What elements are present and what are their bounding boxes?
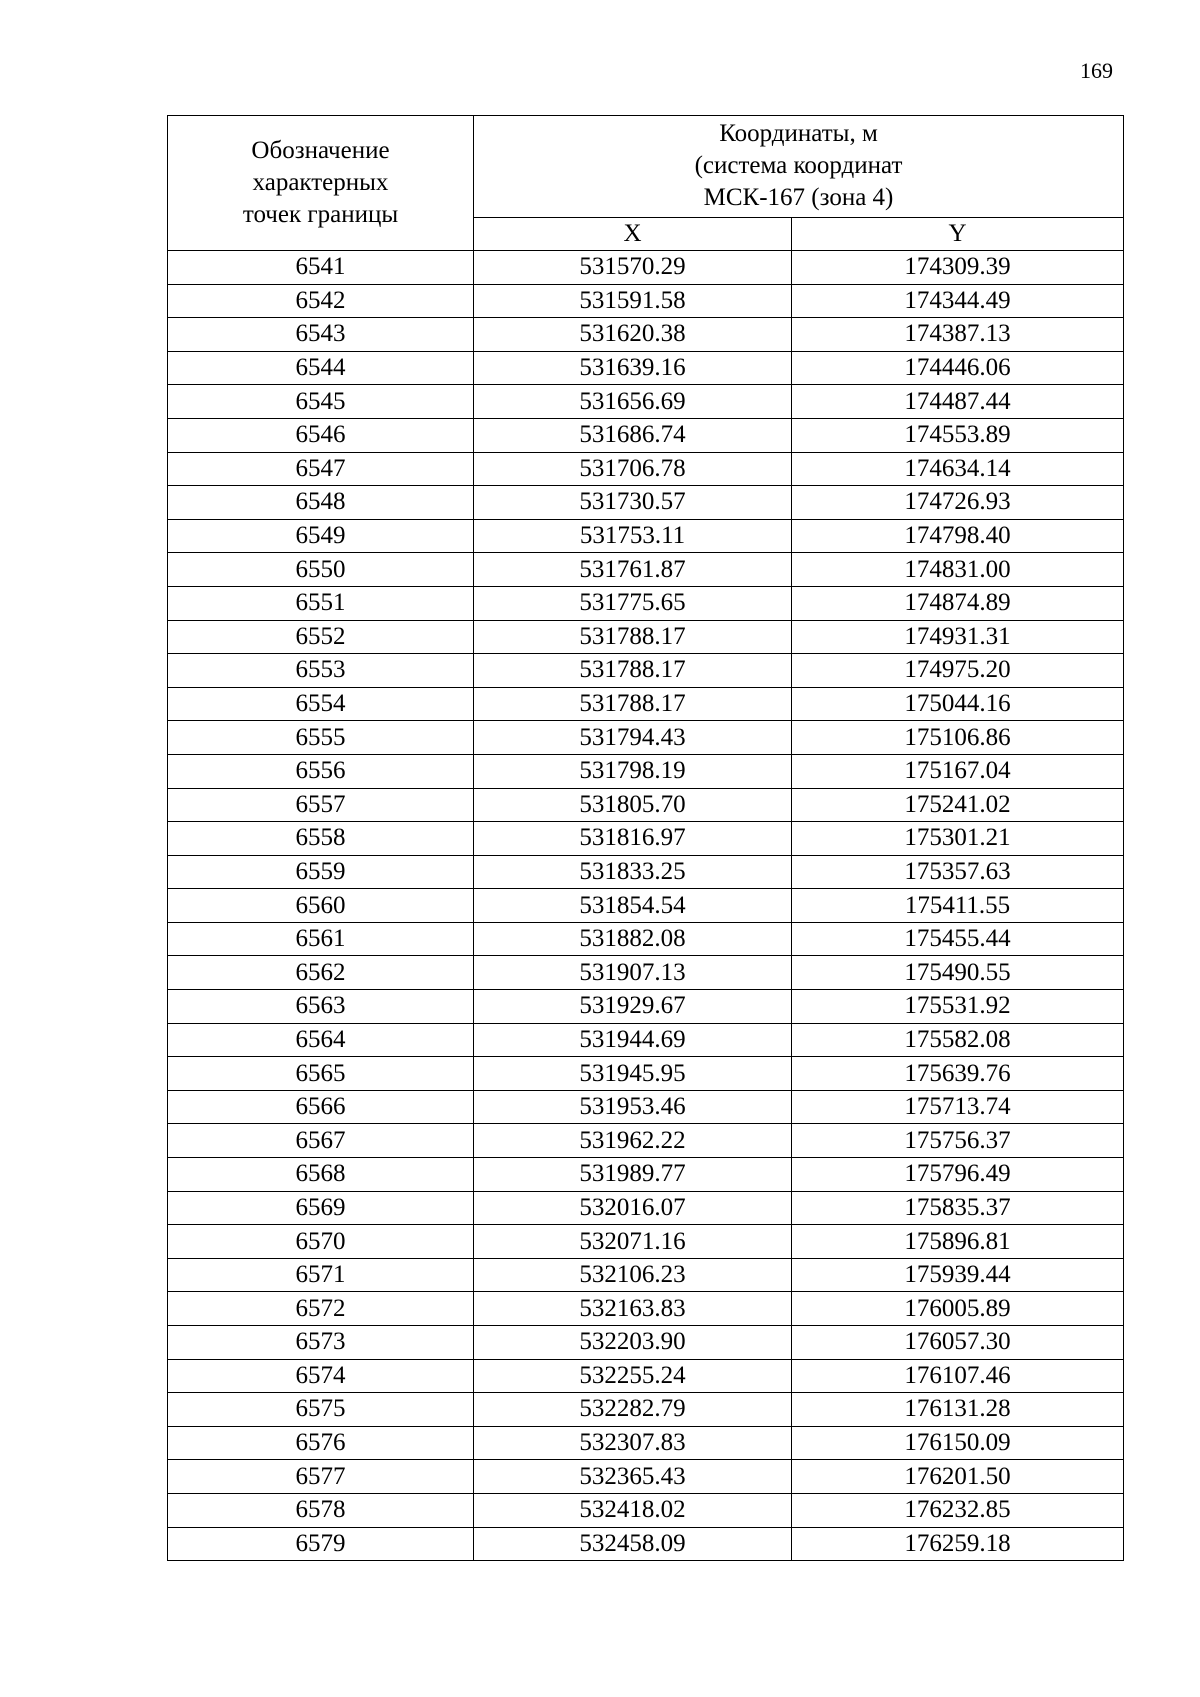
point-id-cell: 6546 [168, 418, 474, 452]
y-coordinate-cell: 174487.44 [792, 385, 1124, 419]
y-coordinate-cell: 174634.14 [792, 452, 1124, 486]
x-coordinate-cell: 531989.77 [474, 1158, 792, 1192]
point-id-cell: 6554 [168, 687, 474, 721]
table-row [168, 251, 1124, 285]
table-row [168, 889, 1124, 923]
x-coordinate-cell: 531907.13 [474, 956, 792, 990]
table-row [168, 1057, 1124, 1091]
table-row [168, 1191, 1124, 1225]
x-coordinate-cell: 532458.09 [474, 1527, 792, 1561]
y-coordinate-cell: 175241.02 [792, 788, 1124, 822]
point-id-cell: 6578 [168, 1493, 474, 1527]
point-id-cell: 6552 [168, 620, 474, 654]
point-id-cell: 6550 [168, 553, 474, 587]
point-id-cell: 6574 [168, 1359, 474, 1393]
point-id-cell: 6576 [168, 1426, 474, 1460]
x-column-header: X [474, 217, 792, 251]
y-coordinate-cell: 175106.86 [792, 721, 1124, 755]
point-header-line-3: точек границы [242, 201, 399, 228]
table-row [168, 1090, 1124, 1124]
coords-header-line-1: Координаты, м [719, 120, 878, 148]
y-coordinate-cell: 174446.06 [792, 351, 1124, 385]
page-number: 169 [1080, 58, 1113, 83]
x-coordinate-cell: 531788.17 [474, 654, 792, 688]
table-row [168, 1292, 1124, 1326]
x-coordinate-cell: 532418.02 [474, 1493, 792, 1527]
y-coordinate-cell: 175756.37 [792, 1124, 1124, 1158]
point-id-cell: 6571 [168, 1258, 474, 1292]
point-id-cell: 6572 [168, 1292, 474, 1326]
table-row [168, 351, 1124, 385]
point-id-cell: 6577 [168, 1460, 474, 1494]
y-coordinate-cell: 175455.44 [792, 922, 1124, 956]
x-coordinate-cell: 532365.43 [474, 1460, 792, 1494]
y-coordinate-cell: 176107.46 [792, 1359, 1124, 1393]
point-id-cell: 6562 [168, 956, 474, 990]
point-id-cell: 6569 [168, 1191, 474, 1225]
y-coordinate-cell: 176005.89 [792, 1292, 1124, 1326]
y-coordinate-cell: 175490.55 [792, 956, 1124, 990]
x-coordinate-cell: 531639.16 [474, 351, 792, 385]
y-coordinate-cell: 175531.92 [792, 990, 1124, 1024]
table-row [168, 1124, 1124, 1158]
table-row [168, 284, 1124, 318]
point-id-cell: 6558 [168, 822, 474, 856]
table-row [168, 721, 1124, 755]
coordinates-table [167, 115, 1124, 1561]
x-coordinate-cell: 532203.90 [474, 1326, 792, 1360]
table-row [168, 1326, 1124, 1360]
point-id-cell: 6564 [168, 1023, 474, 1057]
y-coordinate-cell: 174309.39 [792, 251, 1124, 285]
table-row [168, 385, 1124, 419]
coords-header-line-3: МСК-167 (зона 4) [703, 184, 894, 212]
table-row [168, 788, 1124, 822]
y-coordinate-cell: 176232.85 [792, 1493, 1124, 1527]
point-id-cell: 6560 [168, 889, 474, 923]
table-row [168, 754, 1124, 788]
x-coordinate-cell: 531570.29 [474, 251, 792, 285]
table-header [168, 116, 1124, 251]
table-row [168, 486, 1124, 520]
y-coordinate-cell: 175582.08 [792, 1023, 1124, 1057]
y-coordinate-cell: 175939.44 [792, 1258, 1124, 1292]
point-header-line-1: Обозначение [251, 137, 390, 164]
y-coordinate-cell: 174344.49 [792, 284, 1124, 318]
x-coordinate-cell: 531656.69 [474, 385, 792, 419]
y-coordinate-cell: 175835.37 [792, 1191, 1124, 1225]
point-id-cell: 6542 [168, 284, 474, 318]
x-coordinate-cell: 532163.83 [474, 1292, 792, 1326]
y-coordinate-cell: 175044.16 [792, 687, 1124, 721]
table-body [168, 251, 1124, 1561]
point-id-cell: 6541 [168, 251, 474, 285]
x-coordinate-cell: 531962.22 [474, 1124, 792, 1158]
point-column-header [168, 116, 474, 251]
x-coordinate-cell: 531833.25 [474, 855, 792, 889]
coordinates-group-header [474, 116, 1124, 218]
point-id-cell: 6561 [168, 922, 474, 956]
y-coordinate-cell: 175411.55 [792, 889, 1124, 923]
point-id-cell: 6567 [168, 1124, 474, 1158]
y-coordinate-cell: 175167.04 [792, 754, 1124, 788]
x-coordinate-cell: 531761.87 [474, 553, 792, 587]
table-row [168, 1460, 1124, 1494]
x-coordinate-cell: 531944.69 [474, 1023, 792, 1057]
table-row [168, 654, 1124, 688]
point-id-cell: 6544 [168, 351, 474, 385]
table-row [168, 586, 1124, 620]
x-coordinate-cell: 531854.54 [474, 889, 792, 923]
y-coordinate-cell: 174975.20 [792, 654, 1124, 688]
point-id-cell: 6565 [168, 1057, 474, 1091]
point-id-cell: 6547 [168, 452, 474, 486]
table-row [168, 1493, 1124, 1527]
point-id-cell: 6549 [168, 519, 474, 553]
x-coordinate-cell: 531591.58 [474, 284, 792, 318]
table-row [168, 1393, 1124, 1427]
point-id-cell: 6551 [168, 586, 474, 620]
x-coordinate-cell: 532282.79 [474, 1393, 792, 1427]
point-id-cell: 6579 [168, 1527, 474, 1561]
x-coordinate-cell: 531929.67 [474, 990, 792, 1024]
x-coordinate-cell: 531945.95 [474, 1057, 792, 1091]
point-id-cell: 6573 [168, 1326, 474, 1360]
point-id-cell: 6545 [168, 385, 474, 419]
x-coordinate-cell: 531686.74 [474, 418, 792, 452]
point-id-cell: 6543 [168, 318, 474, 352]
x-coordinate-cell: 531753.11 [474, 519, 792, 553]
y-coordinate-cell: 176150.09 [792, 1426, 1124, 1460]
y-coordinate-cell: 174798.40 [792, 519, 1124, 553]
table-row [168, 318, 1124, 352]
y-coordinate-cell: 174931.31 [792, 620, 1124, 654]
point-id-cell: 6557 [168, 788, 474, 822]
y-coordinate-cell: 175713.74 [792, 1090, 1124, 1124]
table-row [168, 1023, 1124, 1057]
y-coordinate-cell: 175896.81 [792, 1225, 1124, 1259]
table-row [168, 452, 1124, 486]
x-coordinate-cell: 531706.78 [474, 452, 792, 486]
table-row [168, 553, 1124, 587]
table-row [168, 687, 1124, 721]
x-coordinate-cell: 531794.43 [474, 721, 792, 755]
table-row [168, 990, 1124, 1024]
table-row [168, 1359, 1124, 1393]
x-coordinate-cell: 531816.97 [474, 822, 792, 856]
point-id-cell: 6553 [168, 654, 474, 688]
coords-header-line-2: (система координат [694, 152, 903, 180]
table-row [168, 922, 1124, 956]
y-coordinate-cell: 175639.76 [792, 1057, 1124, 1091]
point-id-cell: 6555 [168, 721, 474, 755]
y-coordinate-cell: 176131.28 [792, 1393, 1124, 1427]
y-coordinate-cell: 175796.49 [792, 1158, 1124, 1192]
x-coordinate-cell: 531953.46 [474, 1090, 792, 1124]
x-coordinate-cell: 532307.83 [474, 1426, 792, 1460]
x-coordinate-cell: 531882.08 [474, 922, 792, 956]
table-row [168, 1258, 1124, 1292]
point-id-cell: 6556 [168, 754, 474, 788]
y-coordinate-cell: 175357.63 [792, 855, 1124, 889]
y-coordinate-cell: 176259.18 [792, 1527, 1124, 1561]
x-coordinate-cell: 531805.70 [474, 788, 792, 822]
point-id-cell: 6570 [168, 1225, 474, 1259]
y-coordinate-cell: 174726.93 [792, 486, 1124, 520]
y-coordinate-cell: 175301.21 [792, 822, 1124, 856]
point-id-cell: 6568 [168, 1158, 474, 1192]
y-coordinate-cell: 174874.89 [792, 586, 1124, 620]
point-id-cell: 6548 [168, 486, 474, 520]
table-row [168, 1426, 1124, 1460]
x-coordinate-cell: 531798.19 [474, 754, 792, 788]
y-coordinate-cell: 174553.89 [792, 418, 1124, 452]
table-row [168, 418, 1124, 452]
table-row [168, 956, 1124, 990]
point-id-cell: 6559 [168, 855, 474, 889]
x-coordinate-cell: 532106.23 [474, 1258, 792, 1292]
x-coordinate-cell: 531730.57 [474, 486, 792, 520]
table-row [168, 855, 1124, 889]
x-coordinate-cell: 531788.17 [474, 620, 792, 654]
y-coordinate-cell: 176201.50 [792, 1460, 1124, 1494]
x-coordinate-cell: 532016.07 [474, 1191, 792, 1225]
table-row [168, 1527, 1124, 1561]
y-column-header: Y [792, 217, 1124, 251]
x-coordinate-cell: 531788.17 [474, 687, 792, 721]
table-row [168, 1225, 1124, 1259]
y-coordinate-cell: 174387.13 [792, 318, 1124, 352]
x-coordinate-cell: 532255.24 [474, 1359, 792, 1393]
point-id-cell: 6575 [168, 1393, 474, 1427]
point-header-line-2: характерных [252, 169, 389, 196]
x-coordinate-cell: 531620.38 [474, 318, 792, 352]
y-coordinate-cell: 174831.00 [792, 553, 1124, 587]
x-coordinate-cell: 532071.16 [474, 1225, 792, 1259]
y-coordinate-cell: 176057.30 [792, 1326, 1124, 1360]
table-row [168, 822, 1124, 856]
table-row [168, 519, 1124, 553]
point-id-cell: 6566 [168, 1090, 474, 1124]
x-coordinate-cell: 531775.65 [474, 586, 792, 620]
point-id-cell: 6563 [168, 990, 474, 1024]
table-row [168, 620, 1124, 654]
table-row [168, 1158, 1124, 1192]
